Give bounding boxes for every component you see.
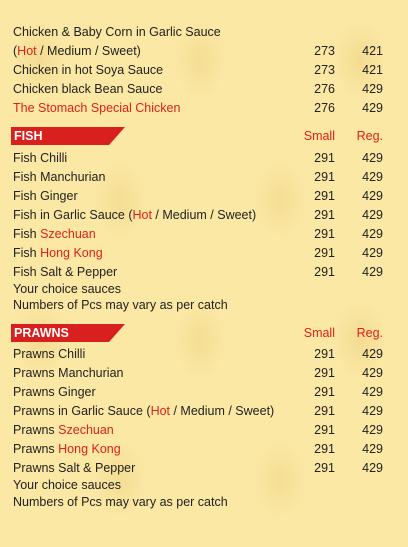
item-name: Fish Chilli [13,151,68,165]
column-header-reg: Reg. [356,129,383,143]
menu-item [13,364,383,382]
price-reg: 429 [362,404,383,418]
price-small: 291 [314,366,335,380]
menu-item [13,168,383,186]
price-reg: 429 [362,189,383,203]
price-small: 276 [314,82,335,96]
price-small: 291 [314,461,335,475]
menu-item [13,383,383,401]
price-reg: 429 [362,208,383,222]
price-small: 291 [314,265,335,279]
menu-item [13,244,383,262]
item-name: Chicken in hot Soya Sauce [13,63,164,77]
menu-item [13,187,383,205]
item-name: Fish Hong Kong [13,246,103,260]
menu-item [13,42,383,60]
price-small: 291 [314,189,335,203]
price-reg: 429 [362,385,383,399]
price-small: 273 [314,63,335,77]
menu-item [13,225,383,243]
section-header-prawns [11,324,383,342]
menu-item [13,61,383,79]
menu-item [13,80,383,98]
price-reg: 429 [362,227,383,241]
menu-item [13,99,383,117]
section-title: FISH [14,129,43,143]
price-reg: 429 [362,170,383,184]
note-pieces: Numbers of Pcs may vary as per catch [13,495,228,509]
item-name: Fish Salt & Pepper [13,265,118,279]
price-reg: 429 [362,423,383,437]
price-reg: 429 [362,265,383,279]
item-name: Prawns Chilli [13,347,86,361]
menu-item [13,206,383,224]
menu-item [13,345,383,363]
column-header-reg: Reg. [356,326,383,340]
section-header-fish [11,127,383,145]
item-name: Fish Szechuan [13,227,96,241]
price-small: 291 [314,404,335,418]
price-small: 291 [314,227,335,241]
menu-item [13,421,383,439]
price-reg: 429 [362,246,383,260]
item-name: Prawns Hong Kong [13,442,121,456]
menu-item [13,263,383,281]
menu-item [13,149,383,167]
price-reg: 429 [362,461,383,475]
section-title: PRAWNS [14,326,69,340]
menu-item [13,402,383,420]
price-small: 291 [314,423,335,437]
note-sauces: Your choice sauces [13,478,121,492]
price-small: 291 [314,347,335,361]
price-reg: 429 [362,347,383,361]
menu-item [13,440,383,458]
price-small: 291 [314,170,335,184]
item-name: Fish Manchurian [13,170,106,184]
item-name: Prawns Ginger [13,385,96,399]
item-name: Prawns Manchurian [13,366,124,380]
price-reg: 429 [362,366,383,380]
item-name: Prawns in Garlic Sauce (Hot / Medium / Sweet) [13,404,275,418]
item-name: Prawns Salt & Pepper [13,461,136,475]
note-pieces: Numbers of Pcs may vary as per catch [13,298,228,312]
price-small: 291 [314,246,335,260]
item-name: The Stomach Special Chicken [13,101,181,115]
note-sauces: Your choice sauces [13,282,121,296]
item-name: Prawns Szechuan [13,423,114,437]
column-header-small: Small [303,129,335,143]
price-small: 291 [314,151,335,165]
column-header-small: Small [303,326,335,340]
menu-item [13,23,383,41]
price-reg: 429 [362,82,383,96]
item-name: Chicken black Bean Sauce [13,82,163,96]
price-reg: 429 [362,442,383,456]
price-reg: 429 [362,101,383,115]
price-reg: 421 [362,44,383,58]
item-name: (Hot / Medium / Sweet) [13,44,141,58]
item-name: Fish Ginger [13,189,78,203]
price-reg: 429 [362,151,383,165]
price-small: 291 [314,208,335,222]
price-small: 276 [314,101,335,115]
price-reg: 421 [362,63,383,77]
item-name: Fish in Garlic Sauce (Hot / Medium / Sweet) [13,208,257,222]
menu-item [13,459,383,477]
price-small: 291 [314,385,335,399]
item-name: Chicken & Baby Corn in Garlic Sauce [13,25,221,39]
price-small: 291 [314,442,335,456]
price-small: 273 [314,44,335,58]
